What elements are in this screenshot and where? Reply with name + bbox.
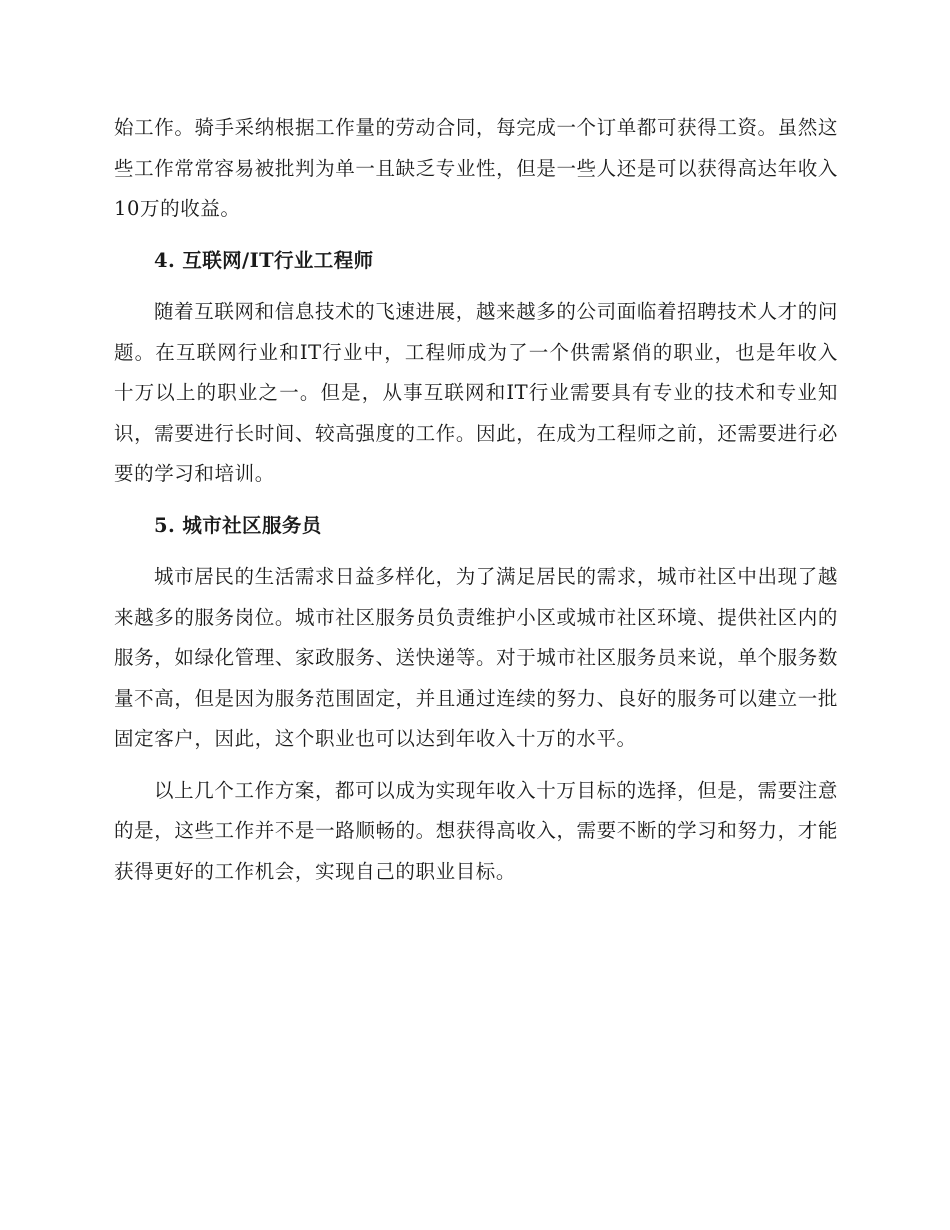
paragraph-conclusion: 以上几个工作方案，都可以成为实现年收入十万目标的选择，但是，需要注意的是，这些工作并不是一路顺畅的。想获得高收入，需要不断的学习和努力，才能获得更好的工作机会，实现自己的职业目标。 <box>114 778 838 883</box>
paragraph-it-engineer: 随着互联网和信息技术的飞速进展，越来越多的公司面临着招聘技术人才的问题。在互联网行业和IT行业中，工程师成为了一个供需紧俏的职业，也是年收入十万以上的职业之一。但是，从事互联网和IT行业需要具有专业的技术和专业知识，需要进行长时间、较高强度的工作。因此，在成为工程师之前，还需要进行必要的学习和培训。 <box>114 300 838 485</box>
document-body <box>114 108 838 892</box>
paragraph-community-service: 城市居民的生活需求日益多样化，为了满足居民的需求，城市社区中出现了越来越多的服务岗位。城市社区服务员负责维护小区或城市社区环境、提供社区内的服务，如绿化管理、家政服务、送快递等。对于城市社区服务员来说，单个服务数量不高，但是因为服务范围固定，并且通过连续的努力、良好的服务可以建立一批固定客户，因此，这个职业也可以达到年收入十万的水平。 <box>114 565 838 750</box>
heading-community-service: 5. 城市社区服务员 <box>154 513 322 537</box>
paragraph-delivery-rider-continued: 始工作。骑手采纳根据工作量的劳动合同，每完成一个订单都可获得工资。虽然这些工作常常容易被批判为单一且缺乏专业性，但是一些人还是可以获得高达年收入10万的收益。 <box>114 116 838 220</box>
heading-it-engineer: 4. 互联网/IT行业工程师 <box>154 248 374 272</box>
